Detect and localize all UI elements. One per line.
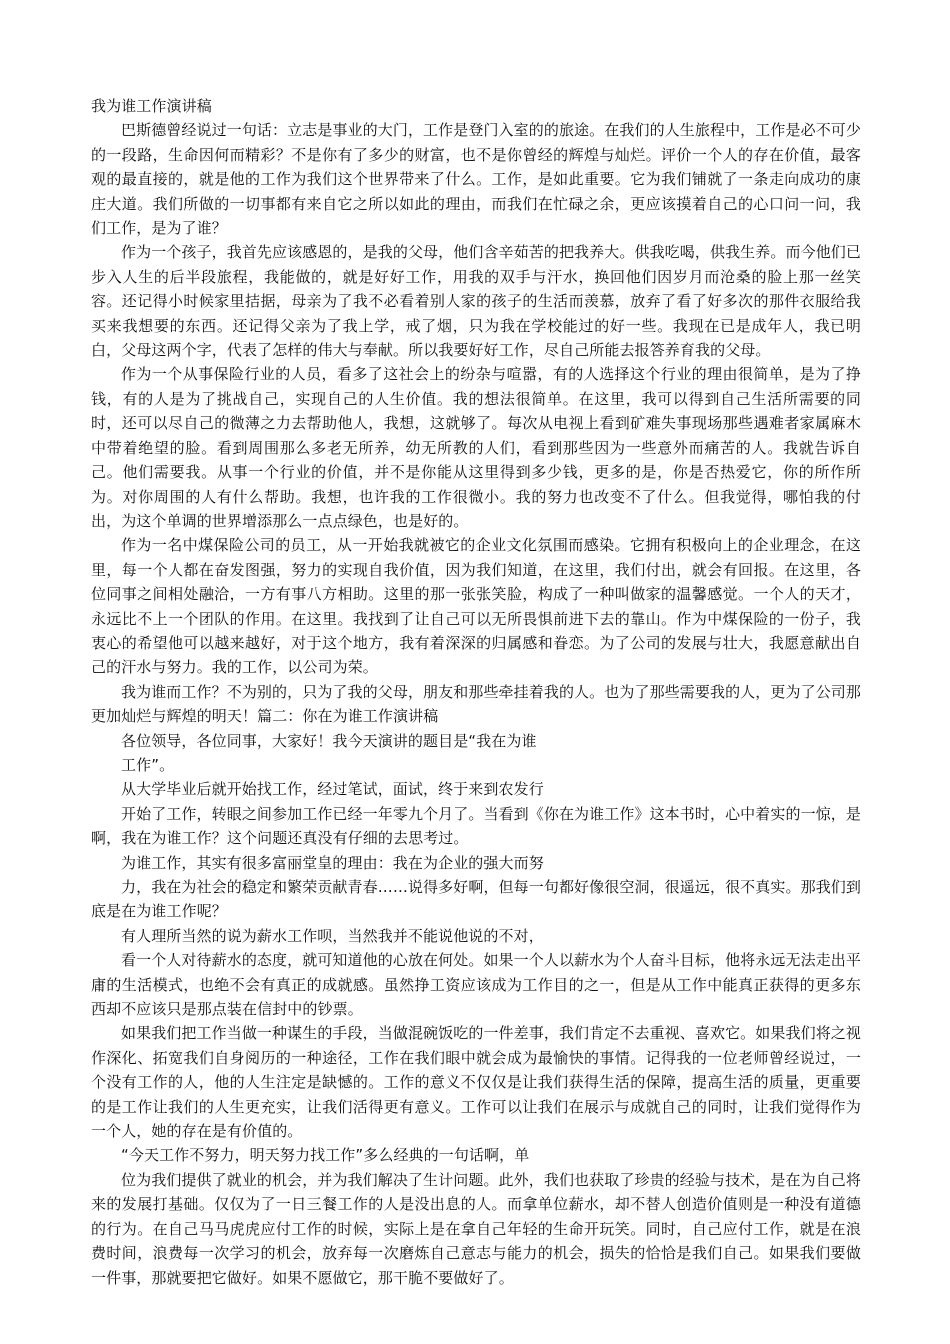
document-page xyxy=(91,94,861,1290)
paragraph: 位为我们提供了就业的机会，并为我们解决了生计问题。此外，我们也获取了珍贵的经验与技术，是在为自己将来的发展打基础。仅仅为了一日三餐工作的人是没出息的人。而拿单位薪水，却不替人创造价值则是一种没有道德的行为。在自己马马虎虎应付工作的时候，实际上是在拿自己年轻的生命开玩笑。同时，自己应付工作，就是在浪费时间，浪费每一次学习的机会，放弃每一次磨炼自己意志与能力的机会，损失的恰恰是我们自己。如果我们要做一件事，那就要把它做好。如果不愿做它，那干脆不要做好了。 xyxy=(91,1170,861,1287)
paragraph: 巴斯德曾经说过一句话：立志是事业的大门，工作是登门入室的的旅途。在我们的人生旅程中，工作是必不可少的一段路，生命因何而精彩？不是你有了多少的财富，也不是你曾经的辉煌与灿烂。评价一个人的存在价值，最客观的最直接的，就是他的工作为我们这个世界带来了什么。工作，是如此重要。它为我们铺就了一条走向成功的康庄大道。我们所做的一切事都有来自它之所以如此的理由，而我们在忙碌之余，更应该摸着自己的心口问一问，我们工作，是为了谁？ xyxy=(91,121,861,238)
document-title: 我为谁工作演讲稿 xyxy=(91,97,212,115)
paragraph: 作为一个从事保险行业的人员，看多了这社会上的纷杂与喧嚣，有的人选择这个行业的理由很简单，是为了挣钱，有的人是为了挑战自己，实现自己的人生价值。我的想法很简单。在这里，我可以得到自己生活所需要的同时，还可以尽自己的微薄之力去帮助他人，我想，这就够了。每次从电视上看到矿难失事现场那些遇难者家属麻木中带着绝望的脸。看到周围那么多老无所养，幼无所教的人们，看到那些因为一些意外而痛苦的人。我就告诉自己。他们需要我。从事一个行业的价值，并不是你能从这里得到多少钱，更多的是，你是否热爱它，你的所作所为。对你周围的人有什么帮助。我想，也许我的工作很微小。我的努力也改变不了什么。但我觉得，哪怕我的付出，为这个单调的世界增添那么一点点绿色，也是好的。 xyxy=(91,365,861,530)
paragraph: 看一个人对待薪水的态度，就可知道他的心放在何处。如果一个人以薪水为个人奋斗目标，他将永远无法走出平庸的生活模式，也绝不会有真正的成就感。虽然挣工资应该成为工作目的之一，但是从工作中能真正获得的更多东西却不应该只是那点装在信封中的钞票。 xyxy=(91,951,861,1019)
paragraph: “今天工作不努力，明天努力找工作”多么经典的一句话啊，单 xyxy=(121,1146,530,1165)
paragraph: 作为一名中煤保险公司的员工，从一开始我就被它的企业文化氛围而感染。它拥有积极向上的企业理念，在这里，每一个人都在奋发图强，努力的实现自我价值，因为我们知道，在这里，我们付出，就会有回报。在这里，各位同事之间相处融洽，一方有事八方相助。这里的那一张张笑脸，构成了一种叫做家的温馨感觉。一个人的天才，永远比不上一个团队的作用。在这里。我找到了让自己可以无所畏惧前进下去的靠山。作为中煤保险的一份子，我衷心的希望他可以越来越好，对于这个地方，我有着深深的归属感和眷恋。为了公司的发展与壮大，我愿意献出自己的汗水与努力。我的工作，以公司为荣。 xyxy=(91,536,861,677)
paragraph: 各位领导，各位同事，大家好！我今天演讲的题目是“我在为谁 xyxy=(121,731,537,750)
paragraph: 有人理所当然的说为薪水工作呗，当然我并不能说他说的不对， xyxy=(121,926,544,945)
paragraph: 工作”。 xyxy=(121,755,175,774)
paragraph: 为谁工作，其实有很多富丽堂皇的理由：我在为企业的强大而努 xyxy=(121,853,544,872)
paragraph: 我为谁而工作？不为别的，只为了我的父母，朋友和那些牵挂着我的人。也为了那些需要我的人，更为了公司那更加灿烂与辉煌的明天！篇二：你在为谁工作演讲稿 xyxy=(91,682,861,726)
paragraph: 从大学毕业后就开始找工作，经过笔试，面试，终于来到农发行 xyxy=(121,780,544,799)
paragraph: 如果我们把工作当做一种谋生的手段，当做混碗饭吃的一件差事，我们肯定不去重视、喜欢它。如果我们将之视作深化、拓宽我们自身阅历的一种途径，工作在我们眼中就会成为最愉快的事情。记得我的一位老师曾经说过，一个没有工作的人，他的人生注定是缺憾的。工作的意义不仅仅是让我们获得生活的保障，提高生活的质量，更重要的是工作让我们的人生更充实，让我们活得更有意义。工作可以让我们在展示与成就自己的同时，让我们觉得作为一个人，她的存在是有价值的。 xyxy=(91,1024,861,1141)
document-body xyxy=(91,118,861,1290)
paragraph: 力，我在为社会的稳定和繁荣贡献青春……说得多好啊，但每一句都好像很空洞，很遥远，很不真实。那我们到底是在为谁工作呢？ xyxy=(91,878,861,921)
paragraph: 作为一个孩子，我首先应该感恩的，是我的父母，他们含辛茹苦的把我养大。供我吃喝，供我生养。而今他们已步入人生的后半段旅程，我能做的，就是好好工作，用我的双手与汗水，换回他们因岁月而沧桑的脸上那一丝笑容。还记得小时候家里拮据，母亲为了我不必看着别人家的孩子的生活而羡慕，放弃了看了好多次的那件衣服给我买来我想要的东西。还记得父亲为了我上学，戒了烟，只为我在学校能过的好一些。我现在已是成年人，我已明白，父母这两个字，代表了怎样的伟大与奉献。所以我要好好工作，尽自己所能去报答养育我的父母。 xyxy=(91,243,861,360)
paragraph: 开始了工作，转眼之间参加工作已经一年零九个月了。当看到《你在为谁工作》这本书时，心中着实的一惊，是啊，我在为谁工作？这个问题还真没有仔细的去思考过。 xyxy=(91,804,861,848)
